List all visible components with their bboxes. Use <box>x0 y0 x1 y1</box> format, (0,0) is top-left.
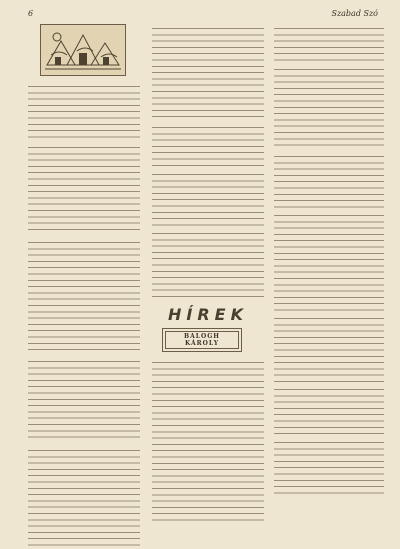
woodcut-illustration <box>40 24 126 76</box>
column-right <box>274 24 384 501</box>
text-block <box>152 358 264 526</box>
text-block <box>28 238 140 354</box>
body-text-left <box>28 82 140 546</box>
publication-title: Szabad Szó <box>331 9 378 18</box>
text-block <box>274 211 384 311</box>
text-block <box>28 357 140 443</box>
column-middle <box>152 24 264 529</box>
text-block <box>152 229 264 299</box>
text-block <box>28 82 140 140</box>
woodcut-image <box>41 25 125 75</box>
text-block <box>274 24 384 62</box>
text-block <box>274 438 384 498</box>
news-heading: HÍREK <box>168 305 248 324</box>
text-block <box>274 65 384 149</box>
text-block <box>274 385 384 435</box>
text-block <box>274 152 384 208</box>
text-block <box>152 170 264 226</box>
column-left <box>28 24 140 549</box>
news-subheading: BALOGH KÁROLY <box>165 331 239 349</box>
text-block <box>28 143 140 235</box>
text-block <box>28 446 140 546</box>
text-block <box>152 123 264 167</box>
text-block <box>274 314 384 382</box>
page-number: 6 <box>28 9 34 18</box>
news-subheading-box <box>162 328 242 352</box>
text-block <box>152 24 264 120</box>
